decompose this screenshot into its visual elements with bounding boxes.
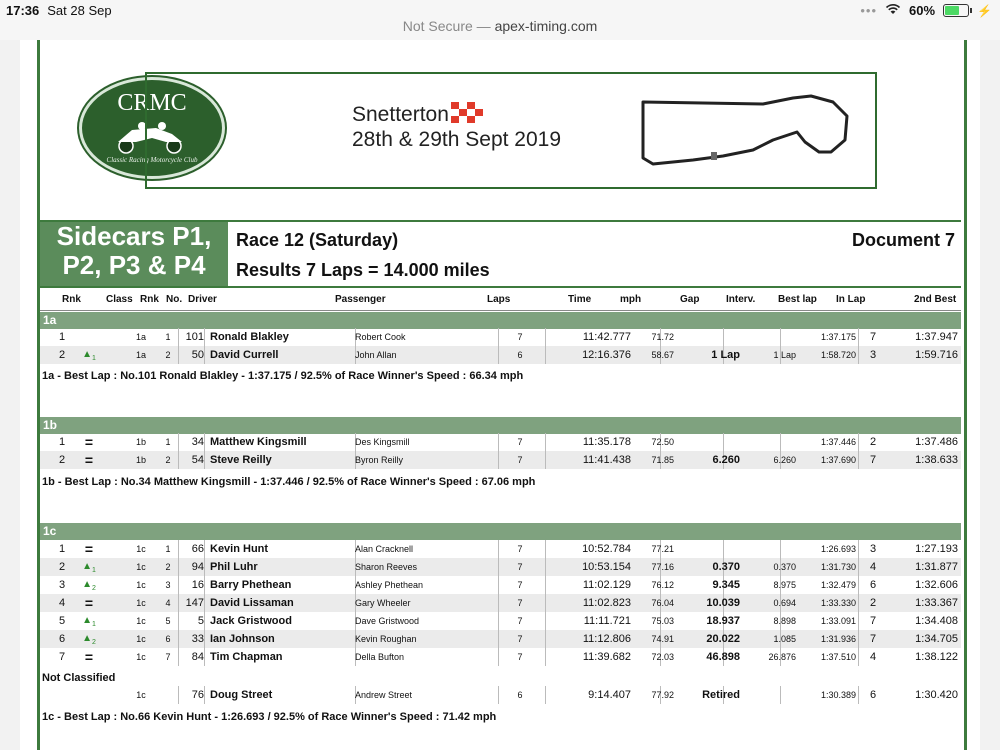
column-divider	[498, 648, 499, 666]
cell-inlap: 3	[869, 543, 877, 555]
cell-time: 10:52.784	[582, 543, 631, 555]
positions-gained: 2	[92, 585, 96, 592]
table-row	[40, 558, 961, 576]
battery-icon	[943, 4, 969, 17]
wifi-icon	[885, 3, 901, 18]
crmc-logo: CRMC Classic Racing Motorcycle Club	[79, 77, 225, 179]
cell-inlap: 2	[869, 436, 877, 448]
cell-pass: John Allan	[355, 350, 397, 360]
race-title-box	[40, 220, 961, 288]
cell-laps: 7	[517, 616, 523, 626]
cell-driver: David Lissaman	[210, 597, 294, 609]
results-summary: Results 7 Laps = 14.000 miles	[236, 260, 490, 280]
cell-time: 11:12.806	[582, 633, 631, 645]
position-same-icon: =	[84, 541, 94, 557]
multitask-dots-icon: •••	[860, 3, 878, 18]
group-best-lap-note: 1b - Best Lap : No.34 Matthew Kingsmill - 1:37.446 / 92.5% of Race Winner's Speed : 67.06 mph	[42, 476, 536, 488]
cell-time: 11:42.777	[582, 331, 631, 343]
cell-no: 66	[191, 543, 204, 555]
cell-driver: Ronald Blakley	[210, 331, 289, 343]
positions-gained: 1	[92, 355, 96, 362]
cell-time: 11:41.438	[582, 454, 631, 466]
position-up-icon	[76, 576, 102, 594]
cell-gap	[680, 433, 740, 451]
charging-icon: ⚡	[977, 3, 992, 18]
chequered-flag-icon	[451, 102, 485, 124]
column-divider	[204, 451, 205, 469]
hdr-passenger: Passenger	[335, 294, 386, 305]
cell-cls: 1b	[135, 455, 146, 465]
cell-best: 1:37.175	[820, 332, 856, 342]
cell-cls: 1b	[135, 437, 146, 447]
ios-status-bar	[0, 0, 1000, 40]
cell-best: 1:58.720	[820, 350, 856, 360]
cell-no: 33	[191, 633, 204, 645]
column-divider	[204, 433, 205, 451]
cell-gap: 10.039	[706, 597, 740, 609]
cell-gap: 1 Lap	[711, 349, 740, 361]
group-best-lap-note: 1c - Best Lap : No.66 Kevin Hunt - 1:26.693 / 92.5% of Race Winner's Speed : 71.42 mph	[42, 711, 497, 723]
hdr-2nd-best: 2nd Best	[914, 294, 957, 305]
cell-mph: 76.12	[651, 580, 674, 590]
cell-interv	[740, 328, 796, 346]
hdr-class-rnk: Rnk	[140, 294, 159, 305]
cell-inlap: 7	[869, 615, 877, 627]
cell-mph: 76.04	[651, 598, 674, 608]
cell-time: 11:35.178	[582, 436, 631, 448]
column-divider	[204, 612, 205, 630]
cell-laps: 7	[517, 562, 523, 572]
results-page	[20, 40, 980, 750]
hdr-time: Time	[568, 294, 592, 305]
positions-gained: 2	[92, 639, 96, 646]
cell-inlap: 7	[869, 331, 877, 343]
cell-mph: 77.92	[651, 690, 674, 700]
track-map-icon	[633, 92, 863, 172]
cell-second: 1:34.408	[915, 615, 958, 627]
cell-no: 147	[185, 597, 204, 609]
cell-interv: 1.085	[773, 634, 796, 644]
cell-best: 1:31.936	[820, 634, 856, 644]
cell-laps: 7	[517, 634, 523, 644]
cell-inlap: 3	[869, 349, 877, 361]
cell-interv	[740, 433, 796, 451]
position-up-icon	[76, 346, 102, 364]
column-divider	[498, 328, 499, 346]
position-same-icon	[76, 686, 102, 704]
cell-gap: 18.937	[706, 615, 740, 627]
column-divider	[498, 594, 499, 612]
position-same-icon: =	[84, 595, 94, 611]
cell-second: 1:31.877	[915, 561, 958, 573]
not-classified-label: Not Classified	[42, 672, 116, 684]
cell-best: 1:33.330	[820, 598, 856, 608]
cell-no: 84	[191, 651, 204, 663]
cell-no: 76	[191, 689, 204, 701]
table-row	[40, 433, 961, 451]
up-arrow-icon: ▲	[82, 561, 92, 572]
cell-mph: 72.50	[651, 437, 674, 447]
cell-mph: 58.67	[651, 350, 674, 360]
hdr-mph: mph	[620, 294, 642, 305]
hdr-class: Class	[106, 294, 133, 305]
column-divider	[204, 328, 205, 346]
cell-driver: Barry Phethean	[210, 579, 292, 591]
cell-driver: Jack Gristwood	[210, 615, 292, 627]
cell-inlap: 7	[869, 454, 877, 466]
cell-no: 101	[185, 331, 204, 343]
cell-mph: 74.91	[651, 634, 674, 644]
cell-mph: 71.85	[651, 455, 674, 465]
class-name-box: Sidecars P1, P2, P3 & P4	[40, 222, 228, 286]
cell-best: 1:31.730	[820, 562, 856, 572]
cell-second: 1:27.193	[915, 543, 958, 555]
group-best-lap-note: 1a - Best Lap : No.101 Ronald Blakley - 1:37.175 / 92.5% of Race Winner's Speed : 66.34 mph	[42, 370, 524, 382]
url-text: apex-timing.com	[494, 18, 598, 34]
cell-mph: 72.03	[651, 652, 674, 662]
cell-interv	[740, 686, 796, 704]
column-divider	[204, 648, 205, 666]
cell-crnk	[160, 686, 176, 704]
cell-driver: Steve Reilly	[210, 454, 272, 466]
table-row	[40, 576, 961, 594]
cell-gap: 20.022	[706, 633, 740, 645]
cell-interv	[740, 540, 796, 558]
cell-rnk: 6	[58, 633, 66, 645]
cell-cls: 1c	[136, 690, 146, 700]
hdr-best-lap: Best lap	[778, 294, 817, 305]
table-row	[40, 612, 961, 630]
column-divider	[204, 540, 205, 558]
position-up-icon	[76, 612, 102, 630]
cell-rnk: 2	[58, 349, 66, 361]
cell-laps: 7	[517, 544, 523, 554]
column-divider	[204, 558, 205, 576]
cell-pass: Della Bufton	[355, 652, 405, 662]
cell-cls: 1c	[136, 616, 146, 626]
cell-no: 34	[191, 436, 204, 448]
positions-gained: 1	[92, 621, 96, 628]
table-row	[40, 648, 961, 666]
cell-crnk: 7	[165, 652, 171, 662]
cell-interv: 26.876	[768, 652, 796, 662]
cell-no: 16	[191, 579, 204, 591]
cell-pass: Gary Wheeler	[355, 598, 411, 608]
cell-second: 1:33.367	[915, 597, 958, 609]
group-header: 1b	[40, 417, 961, 434]
cell-pass: Dave Gristwood	[355, 616, 420, 626]
cell-mph: 77.21	[651, 544, 674, 554]
cell-cls: 1a	[135, 350, 146, 360]
cell-pass: Andrew Street	[355, 690, 413, 700]
header-rule	[40, 310, 961, 311]
cell-cls: 1c	[136, 544, 146, 554]
cell-inlap: 6	[869, 689, 877, 701]
cell-second: 1:37.947	[915, 331, 958, 343]
column-divider	[498, 558, 499, 576]
cell-rnk: 7	[58, 651, 66, 663]
cell-rnk	[52, 686, 72, 704]
cell-rnk: 1	[58, 543, 66, 555]
hdr-interv: Interv.	[726, 294, 756, 305]
table-row	[40, 451, 961, 469]
race-name: Race 12 (Saturday)	[236, 230, 399, 250]
cell-gap	[680, 540, 740, 558]
cell-driver: Ian Johnson	[210, 633, 275, 645]
cell-crnk: 2	[165, 562, 171, 572]
table-row	[40, 630, 961, 648]
cell-inlap: 4	[869, 651, 877, 663]
hdr-no: No.	[166, 294, 183, 305]
cell-crnk: 4	[165, 598, 171, 608]
column-divider	[204, 594, 205, 612]
column-divider	[498, 451, 499, 469]
status-right	[860, 3, 992, 18]
up-arrow-icon: ▲	[82, 633, 92, 644]
cell-pass: Alan Cracknell	[355, 544, 414, 554]
cell-rnk: 5	[58, 615, 66, 627]
cell-best: 1:26.693	[820, 544, 856, 554]
cell-crnk: 2	[165, 455, 171, 465]
event-banner	[145, 72, 877, 189]
up-arrow-icon: ▲	[82, 615, 92, 626]
cell-laps: 6	[517, 350, 523, 360]
hdr-in-lap: In Lap	[836, 294, 866, 305]
cell-second: 1:30.420	[915, 689, 958, 701]
cell-rnk: 2	[58, 454, 66, 466]
hdr-rnk: Rnk	[62, 294, 81, 305]
column-divider	[204, 576, 205, 594]
address-bar[interactable]	[0, 18, 1000, 34]
cell-crnk: 1	[165, 437, 171, 447]
cell-crnk: 5	[165, 616, 171, 626]
cell-interv: 0.694	[773, 598, 796, 608]
position-up-icon	[76, 630, 102, 648]
cell-second: 1:34.705	[915, 633, 958, 645]
cell-best: 1:37.446	[820, 437, 856, 447]
cell-cls: 1c	[136, 652, 146, 662]
cell-cls: 1a	[135, 332, 146, 342]
cell-pass: Des Kingsmill	[355, 437, 410, 447]
cell-interv: 8.975	[773, 580, 796, 590]
table-row	[40, 328, 961, 346]
cell-crnk: 1	[165, 544, 171, 554]
cell-driver: Matthew Kingsmill	[210, 436, 307, 448]
cell-pass: Byron Reilly	[355, 455, 404, 465]
cell-inlap: 2	[869, 597, 877, 609]
positions-gained: 1	[92, 567, 96, 574]
position-same-icon	[76, 328, 102, 346]
cell-best: 1:37.690	[820, 455, 856, 465]
hdr-laps: Laps	[487, 294, 511, 305]
status-date: Sat 28 Sep	[47, 3, 112, 18]
table-row	[40, 346, 961, 364]
cell-laps: 7	[517, 455, 523, 465]
not-secure-label: Not Secure —	[402, 18, 491, 34]
cell-second: 1:38.633	[915, 454, 958, 466]
column-divider	[204, 346, 205, 364]
cell-laps: 7	[517, 598, 523, 608]
cell-inlap: 4	[869, 561, 877, 573]
column-divider	[498, 576, 499, 594]
up-arrow-icon: ▲	[82, 349, 92, 360]
cell-driver: David Currell	[210, 349, 279, 361]
table-row	[40, 686, 961, 704]
cell-mph: 71.72	[651, 332, 674, 342]
cell-laps: 7	[517, 652, 523, 662]
cell-second: 1:38.122	[915, 651, 958, 663]
cell-driver: Tim Chapman	[210, 651, 283, 663]
status-time: 17:36	[6, 3, 40, 18]
cell-gap: 6.260	[712, 454, 740, 466]
cell-gap: 46.898	[706, 651, 740, 663]
event-dates: 28th & 29th Sept 2019	[352, 128, 562, 151]
battery-percent: 60%	[909, 3, 936, 18]
column-divider	[498, 686, 499, 704]
cell-time: 10:53.154	[582, 561, 631, 573]
cell-best: 1:37.510	[820, 652, 856, 662]
column-divider	[498, 540, 499, 558]
cell-time: 11:02.129	[582, 579, 631, 591]
cell-crnk: 3	[165, 580, 171, 590]
cell-driver: Phil Luhr	[210, 561, 258, 573]
up-arrow-icon: ▲	[82, 579, 92, 590]
cell-rnk: 4	[58, 597, 66, 609]
table-row	[40, 594, 961, 612]
column-divider	[498, 612, 499, 630]
cell-gap	[680, 328, 740, 346]
position-up-icon	[76, 558, 102, 576]
cell-cls: 1c	[136, 634, 146, 644]
cell-best: 1:33.091	[820, 616, 856, 626]
cell-cls: 1c	[136, 562, 146, 572]
cell-mph: 75.03	[651, 616, 674, 626]
cell-time: 11:11.721	[583, 615, 631, 627]
cell-time: 12:16.376	[582, 349, 631, 361]
cell-driver: Kevin Hunt	[210, 543, 269, 555]
position-same-icon: =	[84, 452, 94, 468]
cell-pass: Sharon Reeves	[355, 562, 418, 572]
cell-laps: 6	[517, 690, 523, 700]
cell-pass: Kevin Roughan	[355, 634, 417, 644]
cell-laps: 7	[517, 332, 523, 342]
cell-pass: Ashley Phethean	[355, 580, 424, 590]
cell-best: 1:30.389	[820, 690, 856, 700]
cell-no: 50	[191, 349, 204, 361]
position-same-icon: =	[84, 649, 94, 665]
hdr-gap: Gap	[680, 294, 700, 305]
cell-no: 54	[191, 454, 204, 466]
cell-crnk: 2	[165, 350, 171, 360]
group-header: 1a	[40, 312, 961, 329]
cell-time: 11:02.823	[582, 597, 631, 609]
cell-rnk: 2	[58, 561, 66, 573]
cell-interv: 0.370	[773, 562, 796, 572]
column-divider	[498, 346, 499, 364]
cell-crnk: 1	[165, 332, 171, 342]
cell-cls: 1c	[136, 598, 146, 608]
cell-second: 1:32.606	[915, 579, 958, 591]
cell-time: 11:39.682	[582, 651, 631, 663]
cell-laps: 7	[517, 437, 523, 447]
cell-rnk: 3	[58, 579, 66, 591]
cell-crnk: 6	[165, 634, 171, 644]
venue-title: Snetterton	[352, 102, 485, 127]
cell-driver: Doug Street	[210, 689, 273, 701]
cell-best: 1:32.479	[820, 580, 856, 590]
cell-interv: 6.260	[773, 455, 796, 465]
cell-no: 94	[191, 561, 204, 573]
cell-pass: Robert Cook	[355, 332, 406, 342]
column-divider	[498, 630, 499, 648]
hdr-driver: Driver	[188, 294, 217, 305]
cell-interv: 8.898	[773, 616, 796, 626]
cell-gap: 9.345	[712, 579, 740, 591]
cell-no: 5	[197, 615, 204, 627]
table-row	[40, 540, 961, 558]
cell-rnk: 1	[58, 436, 66, 448]
cell-laps: 7	[517, 580, 523, 590]
cell-inlap: 6	[869, 579, 877, 591]
cell-second: 1:59.716	[915, 349, 958, 361]
document-number: Document 7	[851, 230, 955, 250]
group-header: 1c	[40, 523, 961, 540]
cell-cls: 1c	[136, 580, 146, 590]
cell-mph: 77.16	[651, 562, 674, 572]
cell-second: 1:37.486	[915, 436, 958, 448]
cell-rnk: 1	[58, 331, 66, 343]
cell-inlap: 7	[869, 633, 877, 645]
column-divider	[498, 433, 499, 451]
cell-interv: 1 Lap	[773, 350, 796, 360]
column-divider	[204, 630, 205, 648]
cell-time: 9:14.407	[588, 689, 631, 701]
status-left	[6, 3, 112, 18]
cell-gap: Retired	[702, 689, 740, 701]
cell-gap: 0.370	[712, 561, 740, 573]
position-same-icon: =	[84, 434, 94, 450]
column-divider	[204, 686, 205, 704]
